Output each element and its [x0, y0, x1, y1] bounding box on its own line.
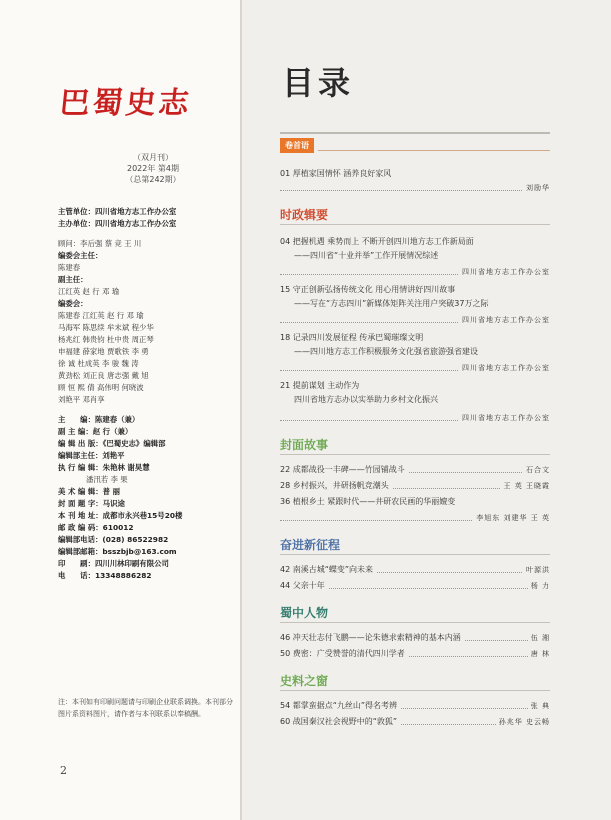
sponsor: 主办单位：四川省地方志工作办公室 — [58, 219, 177, 228]
deputy-chief-editor: 副 主 编：赵 行（兼） — [58, 427, 133, 436]
advisors: 顾问：李后强 蔡 竞 王 川 — [58, 239, 142, 248]
page-number: 2 — [60, 764, 67, 777]
committee-head-label: 编委会主任： — [58, 251, 103, 260]
toc-author: 李旭东 刘建华 王 英 — [473, 512, 550, 524]
toc-author: 四川省地方志工作办公室 — [459, 266, 550, 278]
toc-entry[interactable]: 50 费密：广受赞誉的清代四川学者 — [280, 649, 408, 658]
toc-author: 孙兆华 史云畅 — [496, 716, 550, 728]
issue-frequency: （双月刊） — [133, 153, 173, 162]
exec-editors: 执 行 编 辑：朱艳林 谢昊慧 — [58, 463, 150, 472]
issue-total: （总第242期） — [125, 175, 181, 184]
committee-line: 申福建 薛家地 贾歌铁 李 勇 — [58, 347, 149, 356]
section-rule — [280, 622, 550, 623]
toc-column — [242, 0, 611, 820]
chief-editor: 主 编：陈建春（兼） — [58, 415, 140, 424]
toc-entry[interactable]: 22 成都战役一丰碑——竹园铺战斗 — [280, 465, 408, 474]
copyright-note: 注：本刊如有印刷问题请与印刷企业联系调换。本刊部分图片系资料图片，请作者与本刊联系以奉稿酬。 — [58, 698, 233, 718]
committee-line: 马海军 陈思续 牟末斌 程少华 — [58, 323, 154, 332]
section-title-people[interactable]: 蜀中人物 — [280, 606, 329, 620]
address: 本 刊 地 址：成都市永兴巷15号20楼 — [58, 511, 183, 520]
toc-subtitle: ——写在“方志四川”新媒体矩阵关注用户突破37万之际 — [294, 299, 489, 308]
section-rule — [280, 224, 550, 225]
toc-entry[interactable]: 42 南溪古城“蝶变”向未来 — [280, 565, 376, 574]
section-rule — [280, 690, 550, 691]
toc-author: 张 典 — [528, 700, 550, 712]
printer-phone: 电 话：13348886282 — [58, 571, 152, 580]
section-tag-preface[interactable]: 卷首语 — [280, 138, 314, 153]
section-title-new-journey[interactable]: 奋进新征程 — [280, 538, 341, 552]
toc-entry[interactable]: 21 提前谋划 主动作为 — [280, 381, 360, 390]
toc-author: 王 英 王晓霞 — [501, 480, 550, 492]
deputy-head-label: 副主任： — [58, 275, 88, 284]
toc-entry-row[interactable] — [280, 564, 550, 576]
editorial-phone: 编辑部电话：(028) 86522982 — [58, 535, 169, 544]
committee-label: 编委会： — [58, 299, 88, 308]
toc-subtitle: 四川省地方志办以实举助力乡村文化振兴 — [294, 395, 438, 404]
committee-line: 陈建春 江红英 赵 行 邓 瑜 — [58, 311, 144, 320]
magazine-logo: 巴蜀史志 — [57, 86, 194, 121]
toc-subtitle: ——四川地方志工作积极服务文化强省旅游强省建设 — [294, 347, 478, 356]
deputy-head-names: 江红英 赵 行 邓 瑜 — [58, 287, 120, 296]
art-editor: 美 术 编 辑：普 丽 — [58, 487, 121, 496]
toc-entry[interactable]: 44 父亲十年 — [280, 581, 328, 590]
masthead-info — [58, 206, 238, 582]
toc-entry-row[interactable] — [280, 716, 550, 728]
toc-subtitle: ——四川省“十业并举”工作开展情况综述 — [294, 251, 439, 260]
toc-entry-row[interactable] — [280, 464, 550, 476]
postcode: 邮 政 编 码：610012 — [58, 523, 134, 532]
toc-author: 四川省地方志工作办公室 — [459, 362, 550, 374]
exec-editors-2: 潘汛若 李 果 — [86, 475, 128, 484]
toc-author: 杨 力 — [528, 580, 550, 592]
toc-entry[interactable]: 54 都掌蛮据点“九丝山”得名考辨 — [280, 701, 400, 710]
toc-entry[interactable]: 36 植根乡土 紧跟时代——井研农民画的华丽嬗变 — [280, 497, 456, 506]
toc-author: 四川省地方志工作办公室 — [459, 314, 550, 326]
section-title-cover-story[interactable]: 封面故事 — [280, 438, 329, 452]
committee-line: 黄劲松 刘正良 唐志强 戴 旭 — [58, 371, 149, 380]
committee-line: 杨兆红 韩贵钧 杜中贵 周正琴 — [58, 335, 154, 344]
section-rule — [280, 554, 550, 555]
toc-entry-row[interactable] — [280, 580, 550, 592]
dept-head: 编辑部主任：刘艳平 — [58, 451, 125, 460]
toc-entry[interactable]: 04 把握机遇 乘势而上 不断开创四川地方志工作新局面 — [280, 237, 474, 246]
toc-top-rule — [280, 132, 550, 134]
toc-entry[interactable]: 01 厚植家国情怀 涵养良好家风 — [280, 169, 392, 178]
toc-entry-row[interactable] — [280, 632, 550, 644]
section-title-politics[interactable]: 时政辑要 — [280, 208, 329, 222]
toc-entry-row[interactable] — [280, 700, 550, 712]
toc-author: 伍 湘 — [528, 632, 550, 644]
cover-calligraphy: 封 面 题 字：马识途 — [58, 499, 125, 508]
committee-line: 刘艳平 邓肖享 — [58, 395, 105, 404]
toc-entry[interactable]: 15 守正创新弘扬传统文化 用心用情讲好四川故事 — [280, 285, 456, 294]
toc-author: 刘励华 — [523, 182, 550, 194]
toc-author: 石合文 — [523, 464, 550, 476]
committee-head-name: 陈建春 — [58, 263, 81, 272]
editorial-email: 编辑部邮箱：bsszbjb@163.com — [58, 547, 177, 556]
issue-number: 2022年 第4期 — [127, 164, 179, 173]
toc-author: 四川省地方志工作办公室 — [459, 412, 550, 424]
toc-entry[interactable]: 28 乡村振兴，井研扬帆竞潮头 — [280, 481, 392, 490]
printer: 印 刷：四川川林印刷有限公司 — [58, 559, 169, 568]
committee-line: 徐 诚 杜成英 李 骏 魏 涛 — [58, 359, 139, 368]
toc-entry-row[interactable] — [280, 648, 550, 660]
section-title-history[interactable]: 史料之窗 — [280, 674, 329, 688]
toc-entry-row[interactable] — [280, 480, 550, 492]
section-rule — [318, 150, 550, 151]
publisher: 编 辑 出 版：《巴蜀史志》编辑部 — [58, 439, 166, 448]
toc-author: 叶源洪 — [523, 564, 550, 576]
committee-line: 顾 恒 熙 倩 高伟明 何晓波 — [58, 383, 144, 392]
toc-entry[interactable]: 18 记录四川发展征程 传承巴蜀璀璨文明 — [280, 333, 424, 342]
supervisor: 主管单位：四川省地方志工作办公室 — [58, 207, 177, 216]
toc-entry[interactable]: 60 战国秦汉社会视野中的“敦狐” — [280, 717, 400, 726]
toc-title: 目录 — [282, 64, 355, 102]
toc-entry[interactable]: 46 冲天壮志付飞鹏——论朱德求索精神的基本内涵 — [280, 633, 464, 642]
section-rule — [280, 454, 550, 455]
toc-author: 唐 林 — [528, 648, 550, 660]
